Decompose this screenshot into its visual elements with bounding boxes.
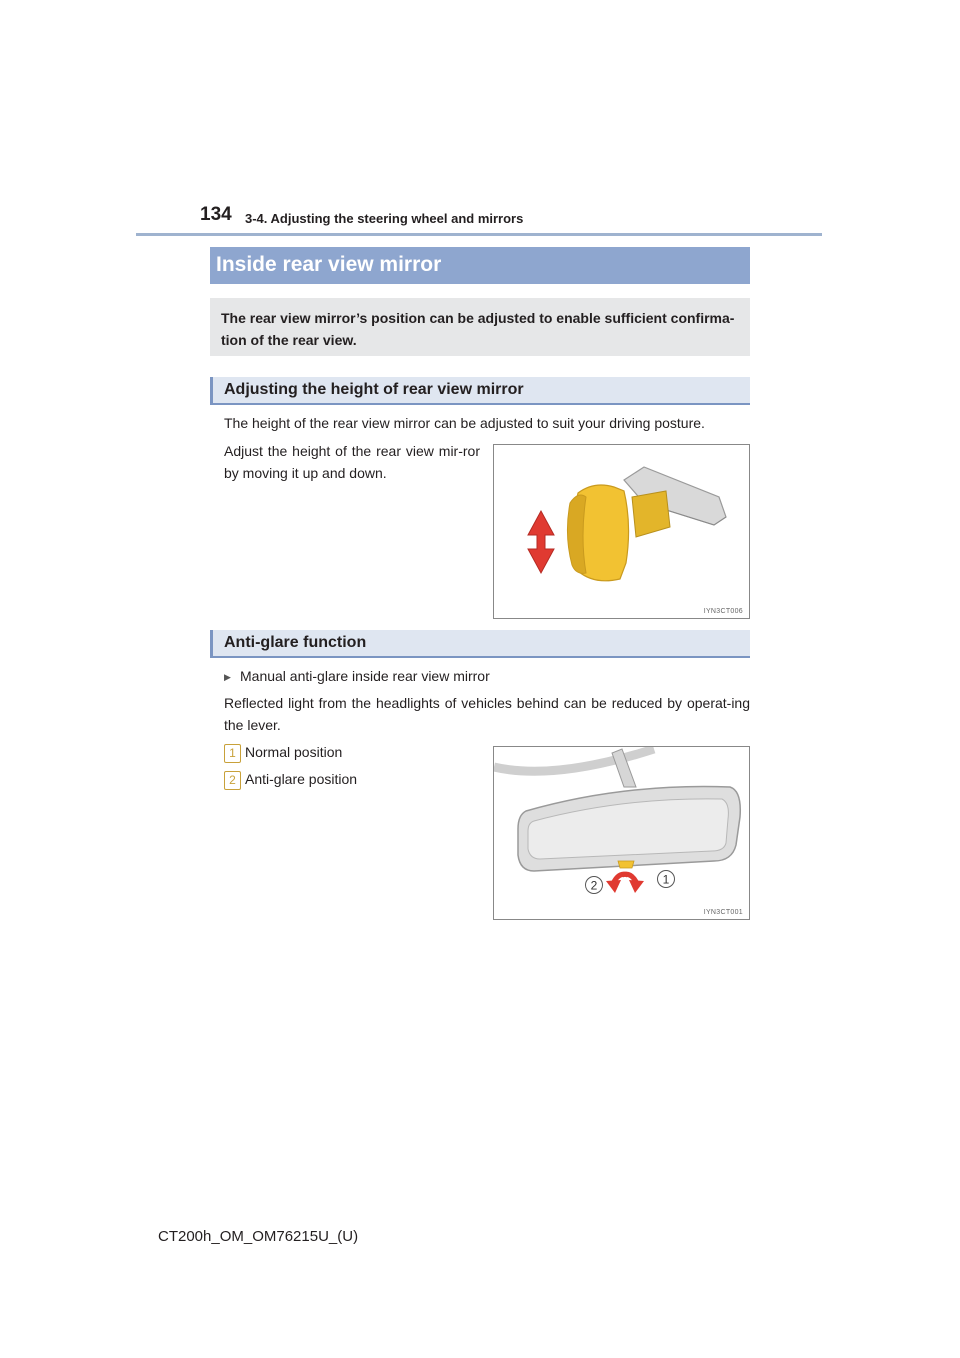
legend-item-1 — [224, 741, 342, 763]
legend-label-1: Normal position — [245, 744, 343, 760]
antiglare-subheading-text: Anti-glare function — [224, 634, 367, 651]
page-number: 134 — [200, 204, 232, 225]
legend-label-2: Anti-glare position — [245, 771, 358, 787]
main-heading-text: Inside rear view mirror — [216, 253, 442, 276]
height-text-2: Adjust the height of the rear view mir-ror by moving it up and down. — [224, 443, 480, 481]
intro-box — [210, 298, 750, 356]
section-title: 3-4. Adjusting the steering wheel and mirrors — [245, 211, 524, 226]
callout-2 — [586, 877, 603, 894]
header-rule — [136, 233, 822, 236]
legend-item-2 — [224, 768, 357, 790]
height-subheading — [210, 377, 750, 405]
intro-text: The rear view mirror’s position can be adjusted to enable sufficient confirma-tion of the rear view. — [221, 310, 735, 348]
mirror-height-illustration — [494, 445, 749, 618]
antiglare-figure — [493, 746, 750, 920]
number-badge-1: 1 — [224, 744, 241, 763]
rotate-arrows-icon — [606, 874, 644, 893]
height-subheading-text: Adjusting the height of rear view mirror — [224, 381, 524, 398]
callout-1 — [658, 871, 675, 888]
footer-code: CT200h_OM_OM76215U_(U) — [158, 1228, 359, 1245]
antiglare-subheading — [210, 630, 750, 658]
figure-code: IYN3CT001 — [703, 909, 743, 916]
height-text-1: The height of the rear view mirror can be adjusted to suit your driving posture. — [224, 415, 705, 431]
callout-2-label: 2 — [590, 878, 598, 893]
number-badge-2: 2 — [224, 771, 241, 790]
antiglare-illustration — [494, 747, 749, 919]
bullet-arrow-icon: ▶ — [224, 672, 231, 682]
figure-code: IYN3CT006 — [703, 608, 743, 615]
mirror-height-figure — [493, 444, 750, 619]
bullet-text: Manual anti-glare inside rear view mirror — [240, 668, 490, 684]
callout-1-label: 1 — [662, 872, 670, 887]
bullet-line — [224, 665, 490, 688]
main-heading — [210, 247, 750, 284]
up-down-arrow-icon — [528, 511, 554, 573]
antiglare-text: Reflected light from the headlights of vehicles behind can be reduced by operat-ing the lever. — [224, 695, 750, 733]
